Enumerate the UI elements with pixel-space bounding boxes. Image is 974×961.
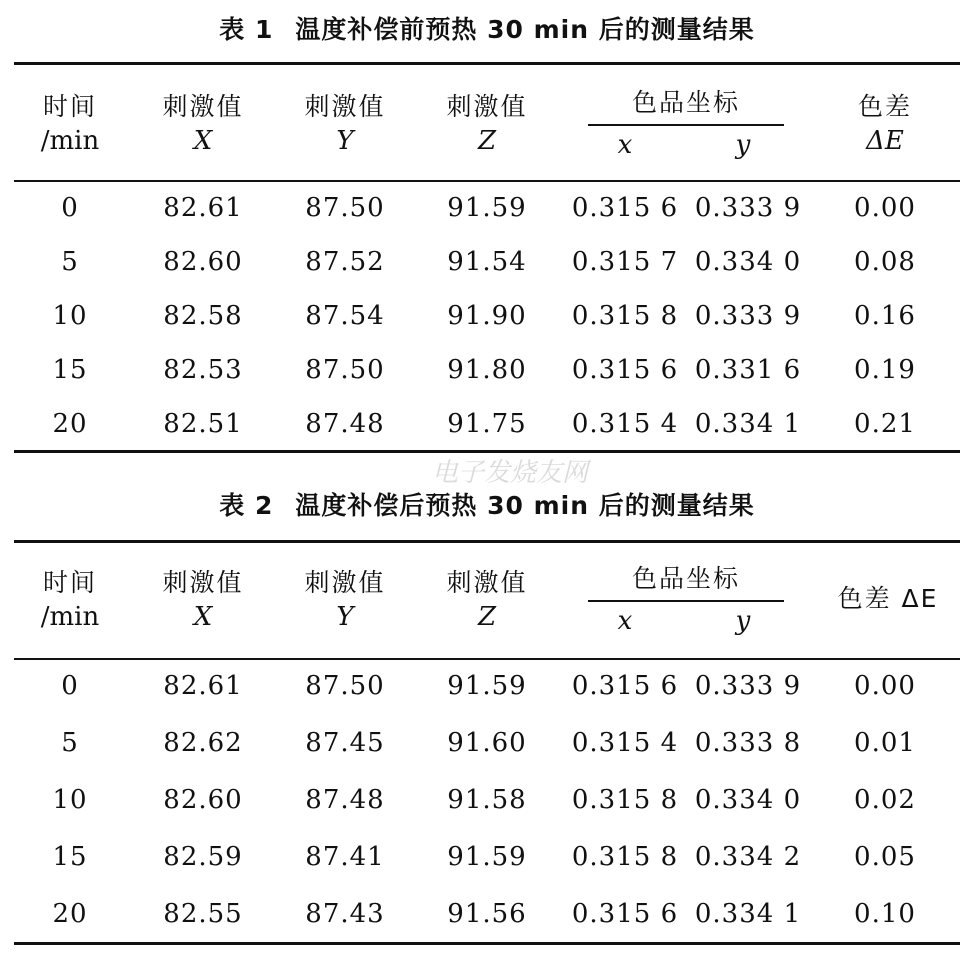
- table2-header-y-label: 刺激值: [304, 568, 386, 597]
- table1-header-y-symbol: Y: [336, 126, 354, 156]
- table1-caption: [0, 10, 974, 46]
- table1-top-rule: [14, 62, 960, 65]
- table2-header-chroma-y: y: [735, 606, 751, 636]
- table1-header-x-symbol: X: [193, 126, 213, 156]
- table1-header-chroma: 色品坐标: [631, 88, 740, 117]
- table2-bottom-rule: [14, 942, 960, 945]
- table2-cell-z: 91.58: [447, 785, 527, 815]
- table2-cell-y: 87.48: [305, 785, 385, 815]
- table1-cell-time: 20: [52, 409, 88, 439]
- table1-header-delta-label: 色差: [857, 92, 912, 121]
- table2-cell-time: 5: [61, 728, 79, 758]
- table1-header-time: 时间: [42, 92, 97, 121]
- table1-cell-cy: 0.333 9: [694, 193, 802, 223]
- table1-cell-z: 91.90: [447, 301, 527, 331]
- table2-cell-delta: 0.10: [854, 899, 916, 929]
- table2-caption-number: 表 2: [219, 491, 274, 520]
- table1-cell-delta: 0.19: [854, 355, 916, 385]
- table2-cell-z: 91.60: [447, 728, 527, 758]
- table2-cell-cx: 0.315 6: [571, 671, 679, 701]
- table1-cell-delta: 0.00: [854, 193, 916, 223]
- table1-cell-cy: 0.334 0: [694, 247, 802, 277]
- table1-cell-delta: 0.21: [854, 409, 916, 439]
- table2-cell-x: 82.60: [163, 785, 243, 815]
- table1-cell-cx: 0.315 6: [571, 355, 679, 385]
- table2-cell-x: 82.62: [163, 728, 243, 758]
- table1-cell-z: 91.80: [447, 355, 527, 385]
- table2-header-z-symbol: Z: [477, 602, 497, 632]
- table1-cell-y: 87.54: [305, 301, 385, 331]
- table2-header-time: 时间: [42, 568, 97, 597]
- table2-cell-cy: 0.334 2: [694, 842, 802, 872]
- table2-cell-cy: 0.334 1: [694, 899, 802, 929]
- table1-cell-time: 5: [61, 247, 79, 277]
- table1-header-delta-symbol: ΔE: [866, 126, 904, 156]
- table1-cell-cx: 0.315 4: [571, 409, 679, 439]
- table1-header-y-label: 刺激值: [304, 92, 386, 121]
- table1-chroma-subrule: [588, 124, 784, 126]
- watermark-text: 电子发烧友网: [431, 458, 588, 488]
- table1-cell-delta: 0.08: [854, 247, 916, 277]
- table2-cell-x: 82.61: [163, 671, 243, 701]
- table2-header-chroma: 色品坐标: [631, 564, 740, 593]
- table1-cell-z: 91.75: [447, 409, 527, 439]
- table1-cell-cy: 0.331 6: [694, 355, 802, 385]
- table2-cell-x: 82.59: [163, 842, 243, 872]
- table2-cell-y: 87.50: [305, 671, 385, 701]
- table1-cell-x: 82.58: [163, 301, 243, 331]
- table2-caption: [0, 486, 974, 522]
- table1-cell-delta: 0.16: [854, 301, 916, 331]
- table2-cell-delta: 0.00: [854, 671, 916, 701]
- table1-header-z-label: 刺激值: [446, 92, 528, 121]
- table2-chroma-subrule: [588, 600, 784, 602]
- table2-cell-time: 15: [52, 842, 88, 872]
- table2-header-chroma-x: x: [617, 606, 633, 636]
- table1-cell-z: 91.54: [447, 247, 527, 277]
- table2-cell-time: 10: [52, 785, 88, 815]
- table2-header-delta: 色差 ΔE: [837, 584, 939, 613]
- table2-cell-cy: 0.334 0: [694, 785, 802, 815]
- table1-cell-time: 10: [52, 301, 88, 331]
- table2-cell-z: 91.59: [447, 842, 527, 872]
- table1-cell-cy: 0.334 1: [694, 409, 802, 439]
- table2-header-y-symbol: Y: [336, 602, 354, 632]
- table2-cell-y: 87.43: [305, 899, 385, 929]
- table2-cell-y: 87.45: [305, 728, 385, 758]
- table2-cell-time: 0: [61, 671, 79, 701]
- table2-cell-delta: 0.01: [854, 728, 916, 758]
- table1-caption-number: 表 1: [219, 15, 274, 44]
- table2-cell-z: 91.59: [447, 671, 527, 701]
- table1-header-rule: [14, 180, 960, 182]
- table2-header-z-label: 刺激值: [446, 568, 528, 597]
- table1-cell-x: 82.60: [163, 247, 243, 277]
- table1-header-chroma-y: y: [735, 130, 751, 160]
- table2-cell-cy: 0.333 9: [694, 671, 802, 701]
- table1-cell-z: 91.59: [447, 193, 527, 223]
- table1-cell-x: 82.53: [163, 355, 243, 385]
- table1-cell-cy: 0.333 9: [694, 301, 802, 331]
- table2-cell-z: 91.56: [447, 899, 527, 929]
- table2-cell-delta: 0.05: [854, 842, 916, 872]
- table2-cell-cx: 0.315 6: [571, 899, 679, 929]
- table2-cell-cy: 0.333 8: [694, 728, 802, 758]
- table1-cell-time: 15: [52, 355, 88, 385]
- table2-header-x-symbol: X: [193, 602, 213, 632]
- table2-caption-text: 温度补偿后预热 30 min 后的测量结果: [295, 491, 755, 520]
- table2-cell-cx: 0.315 8: [571, 842, 679, 872]
- table2-header-rule: [14, 658, 960, 660]
- table1-cell-time: 0: [61, 193, 79, 223]
- table2-cell-cx: 0.315 8: [571, 785, 679, 815]
- table2-cell-time: 20: [52, 899, 88, 929]
- table2-header-x-label: 刺激值: [162, 568, 244, 597]
- table2-cell-cx: 0.315 4: [571, 728, 679, 758]
- table1-header-time-unit: /min: [40, 126, 100, 156]
- table2-cell-y: 87.41: [305, 842, 385, 872]
- table1-header-chroma-x: x: [617, 130, 633, 160]
- table1-cell-x: 82.61: [163, 193, 243, 223]
- table2-cell-delta: 0.02: [854, 785, 916, 815]
- table1-cell-y: 87.50: [305, 355, 385, 385]
- table1-header-z-symbol: Z: [477, 126, 497, 156]
- table1-cell-y: 87.48: [305, 409, 385, 439]
- table2-cell-x: 82.55: [163, 899, 243, 929]
- table1-caption-text: 温度补偿前预热 30 min 后的测量结果: [295, 15, 755, 44]
- table2-header-time-unit: /min: [40, 602, 100, 632]
- table1-cell-y: 87.50: [305, 193, 385, 223]
- table2-top-rule: [14, 540, 960, 543]
- table1-cell-x: 82.51: [163, 409, 243, 439]
- table1-cell-y: 87.52: [305, 247, 385, 277]
- table1-cell-cx: 0.315 7: [571, 247, 679, 277]
- table1-cell-cx: 0.315 6: [571, 193, 679, 223]
- table1-header-x-label: 刺激值: [162, 92, 244, 121]
- table1-cell-cx: 0.315 8: [571, 301, 679, 331]
